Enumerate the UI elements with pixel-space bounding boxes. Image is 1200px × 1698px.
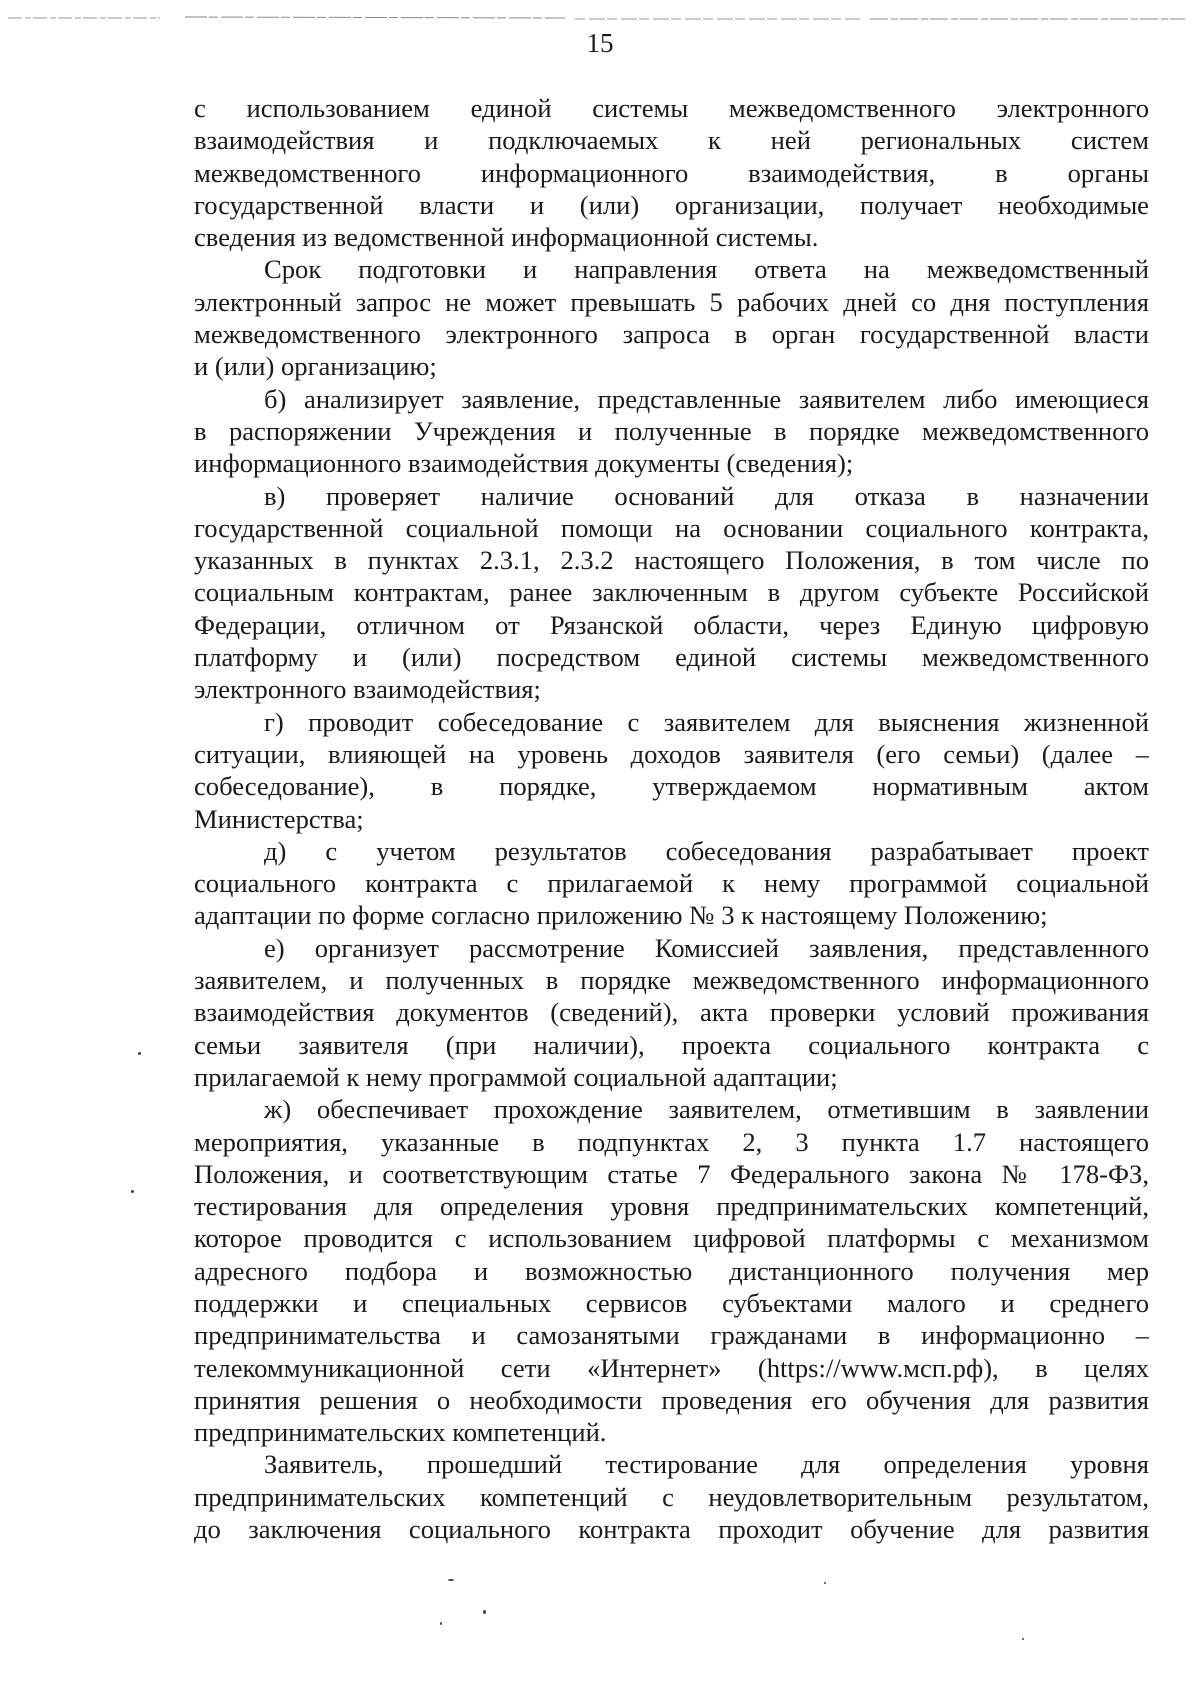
paragraph xyxy=(194,1448,1149,1545)
text-line: Срок подготовки и направления ответа на межведомственный xyxy=(264,254,1149,285)
text-line: принятия решения о необходимости проведения его обучения для развития xyxy=(194,1384,1149,1415)
text-line: предпринимательства и самозанятыми гражданами в информационно – xyxy=(194,1320,1149,1351)
text-line: Заявитель, прошедший тестирование для определения уровня xyxy=(264,1449,1149,1480)
text-line: предпринимательских компетенций. xyxy=(194,1417,607,1448)
text-line: социального контракта с прилагаемой к нему программой социальной xyxy=(194,868,1149,899)
document-body xyxy=(194,92,1149,1545)
text-line: адаптации по форме согласно приложению № 3 к настоящему Положению; xyxy=(194,900,1048,931)
text-line: Министерства; xyxy=(194,803,364,834)
text-line: до заключения социального контракта проходит обучение для развития xyxy=(194,1514,1149,1545)
text-line: поддержки и специальных сервисов субъектами малого и среднего xyxy=(194,1287,1149,1318)
text-line: и (или) организацию; xyxy=(194,351,437,382)
text-line: межведомственного электронного запроса в орган государственной власти xyxy=(194,319,1149,350)
scan-speck xyxy=(483,1610,486,1614)
text-line: б) анализирует заявление, представленные заявителем либо имеющиеся xyxy=(264,383,1149,414)
text-line: с использованием единой системы межведомственного электронного xyxy=(194,93,1149,123)
text-line: электронного взаимодействия; xyxy=(194,674,541,705)
text-line: заявителем, и полученных в порядке межведомственного информационного xyxy=(194,965,1149,996)
scan-speck xyxy=(1022,1638,1024,1640)
text-line: д) с учетом результатов собеседования разрабатывает проект xyxy=(264,835,1149,866)
text-line: Федерации, отличном от Рязанской области, через Единую цифровую xyxy=(194,609,1149,640)
text-line: мероприятия, указанные в подпунктах 2, 3 пункта 1.7 настоящего xyxy=(194,1126,1149,1157)
text-line: государственной власти и (или) организации, получает необходимые xyxy=(194,189,1149,220)
text-line: информационного взаимодействия документы (сведения); xyxy=(194,448,854,479)
scan-speck xyxy=(440,1622,442,1625)
text-line: в) проверяет наличие оснований для отказа в назначении xyxy=(264,480,1149,511)
scan-speck xyxy=(131,1190,134,1193)
scan-speck xyxy=(824,1582,826,1584)
text-line: е) организует рассмотрение Комиссией заявления, представленного xyxy=(264,932,1149,963)
paragraph xyxy=(194,480,1149,706)
scan-speck xyxy=(448,1579,454,1581)
text-line: прилагаемой к нему программой социальной адаптации; xyxy=(194,1061,838,1092)
text-line: электронный запрос не может превышать 5 рабочих дней со дня поступления xyxy=(194,286,1149,317)
paragraph xyxy=(194,835,1149,932)
text-line: адресного подбора и возможностью дистанционного получения мер xyxy=(194,1255,1149,1286)
text-line: ж) обеспечивает прохождение заявителем, отметившим в заявлении xyxy=(264,1094,1149,1125)
text-line: межведомственного информационного взаимодействия, в органы xyxy=(194,157,1149,188)
text-line: платформу и (или) посредством единой системы межведомственного xyxy=(194,642,1149,673)
text-line: семьи заявителя (при наличии), проекта социального контракта с xyxy=(194,1029,1149,1060)
text-line: которое проводится с использованием цифровой платформы с механизмом xyxy=(194,1223,1149,1254)
scan-speck xyxy=(138,1052,141,1055)
scan-edge-line xyxy=(0,14,1200,26)
text-line: социальным контрактам, ранее заключенным в другом субъекте Российской xyxy=(194,577,1149,608)
text-line: взаимодействия и подключаемых к ней региональных систем xyxy=(194,125,1149,156)
text-line: собеседование), в порядке, утверждаемом нормативным актом xyxy=(194,771,1149,802)
paragraph xyxy=(194,253,1149,382)
text-line: указанных в пунктах 2.3.1, 2.3.2 настоящего Положения, в том числе по xyxy=(194,545,1149,576)
paragraph xyxy=(194,706,1149,835)
text-line: ситуации, влияющей на уровень доходов заявителя (его семьи) (далее – xyxy=(194,738,1149,769)
text-line: Положения, и соответствующим статье 7 Федерального закона № 178-ФЗ, xyxy=(194,1158,1149,1189)
text-line: телекоммуникационной сети «Интернет» (https://www.мсп.рф), в целях xyxy=(194,1352,1149,1383)
paragraph xyxy=(194,383,1149,480)
page-number: 15 xyxy=(586,28,614,58)
paragraph xyxy=(194,92,1149,253)
paragraph xyxy=(194,932,1149,1093)
text-line: государственной социальной помощи на основании социального контракта, xyxy=(194,512,1149,543)
text-line: взаимодействия документов (сведений), акта проверки условий проживания xyxy=(194,997,1149,1028)
text-line: в распоряжении Учреждения и полученные в порядке межведомственного xyxy=(194,415,1149,446)
text-line: тестирования для определения уровня предпринимательских компетенций, xyxy=(194,1191,1149,1222)
text-line: сведения из ведомственной информационной системы. xyxy=(194,222,819,253)
paragraph xyxy=(194,1093,1149,1448)
text-line: г) проводит собеседование с заявителем для выяснения жизненной xyxy=(264,706,1149,737)
text-line: предпринимательских компетенций с неудовлетворительным результатом, xyxy=(194,1481,1149,1512)
